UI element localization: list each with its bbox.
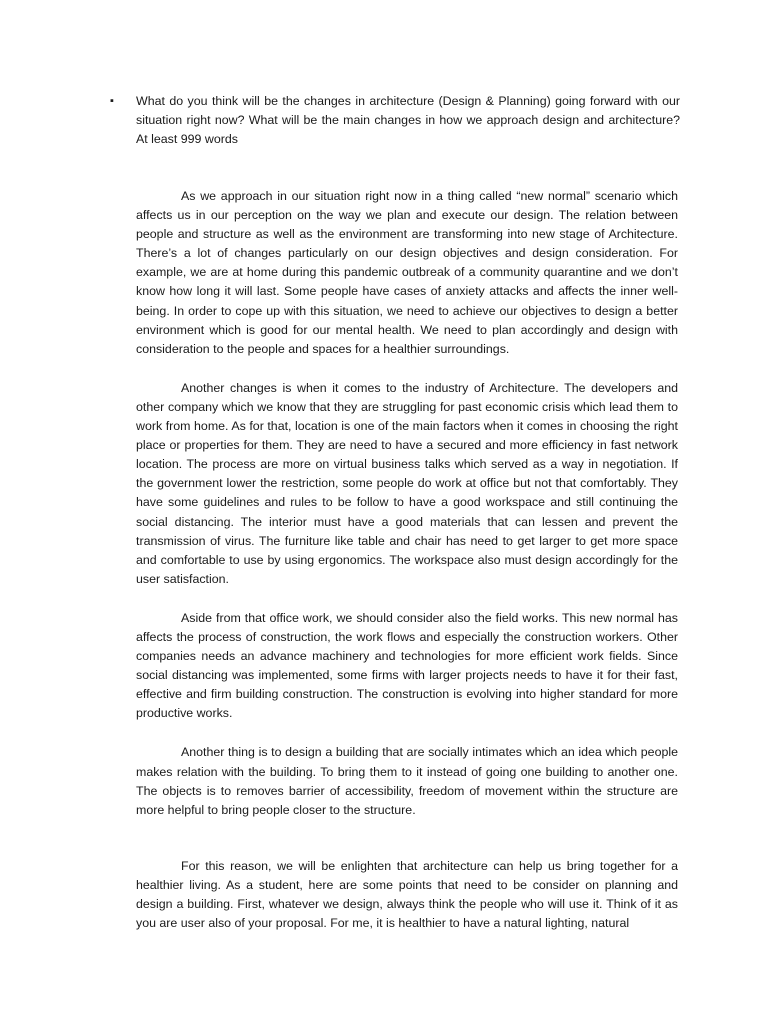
bullet-icon: ▪ (110, 95, 114, 107)
essay-paragraph: As we approach in our situation right now in a thing called “new normal” scenario which affects us in our perception on the way we plan and execute our design. The relation between people and structure as well as the environment are transforming into new stage of Architecture. There’s a lot of changes particularly on our design objectives and design consideration. For example, we are at home during this pandemic outbreak of a community quarantine and we don’t know how long it will last. Some people have cases of anxiety attacks and affects the inner well-being. In order to cope up with this situation, we need to achieve our objectives to design a better environment which is good for our mental health. We need to plan accordingly and design with consideration to the people and spaces for a healthier surroundings. (136, 189, 678, 356)
essay-paragraph: For this reason, we will be enlighten that architecture can help us bring together for a healthier living. As a student, here are some points that need to be consider on planning and design a building. First, whatever we design, always think the people who will use it. Think of it as you are user also of your proposal. For me, it is healthier to have a natural lighting, natural (136, 858, 678, 931)
essay-paragraph: Another thing is to design a building that are socially intimates which an idea which people makes relation with the building. To bring them to it instead of going one building to another one. The objects is to removes barrier of accessibility, freedom of movement within the structure are more helpful to bring people closer to the structure. (136, 745, 678, 817)
essay-paragraph: Aside from that office work, we should consider also the field works. This new normal has affects the process of construction, the work flows and especially the construction workers. Other companies needs an advance machinery and technologies for more efficient work fields. Since social distancing was implemented, some firms with larger projects needs to have it for their fast, effective and firm building construction. The construction is evolving into higher standard for more productive works. (136, 610, 678, 721)
essay-body (136, 187, 678, 933)
question-text: What do you think will be the changes in architecture (Design & Planning) going forward with our situation right now? What will be the main changes in how we approach design and architecture? At least 999 words (136, 94, 680, 147)
question-item (110, 92, 680, 150)
essay-paragraph: Another changes is when it comes to the industry of Architecture. The developers and other company which we know that they are struggling for past economic crisis which lead them to work from home. As for that, location is one of the main factors when it comes in choosing the right place or properties for them. They are need to have a secured and more efficiency in fast network location. The process are more on virtual business talks which served as a way in negotiation. If the government lower the restriction, some people do work at office but not that comfortably. They have some guidelines and rules to be follow to have a good workspace and still continuing the social distancing. The interior must have a good materials that can lessen and prevent the transmission of virus. The furniture like table and chair has need to get larger to get more space and comfortable to use by using ergonomics. The workspace also must design accordingly for the user satisfaction. (136, 380, 678, 586)
